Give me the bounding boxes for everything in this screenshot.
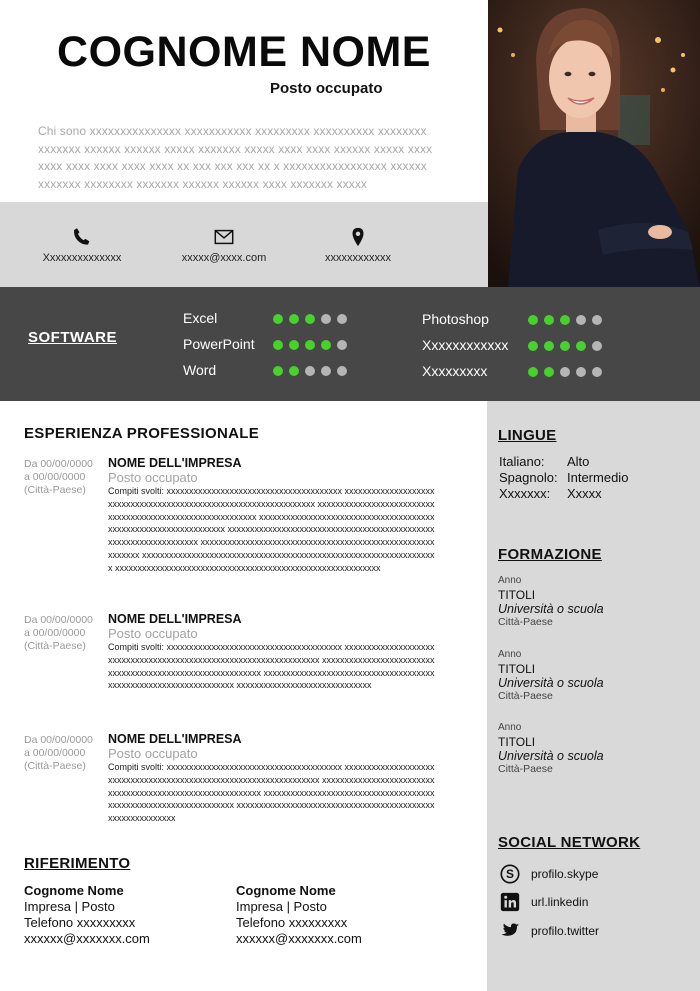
job-date-to: a 00/00/0000	[24, 471, 86, 483]
skill-dot-filled	[273, 340, 283, 350]
svg-text:S: S	[506, 867, 514, 882]
education-location: Città-Paese	[498, 616, 553, 628]
job-duties: Compiti svolti: xxxxxxxxxxxxxxxxxxxxxxxxxxxxxxxxxxxxxxx xxxxxxxxxxxxxxxxxxxxxxxxxxxxxxxxxxxxxxxxxxxxxxxxxxxxxxxxxxxxxxxxxxx xxxxxxxxxxxxxxxxxxxxxxxxxxxxxxxxxxxxxxxxxxxxxxxxxxxxxxxxxxx xxxxxxxxxxxxxxxxxxxxxxxxxxxxxxxxxxxxxxxxxxxxxxxxxxxxxxxxxxxxxxxxxx xxxxxxxxxxxxxxxxxxxxxxxxxxxxxxxxxxxxxxxxxxxxxxxxxxxxxxxxxxx	[108, 762, 435, 824]
skill-dot-filled	[273, 314, 283, 324]
job-company: NOME DELL'IMPRESA	[108, 732, 242, 746]
reference-entry	[24, 883, 224, 947]
job-date-from: Da 00/00/0000	[24, 458, 93, 470]
education-school: Università o scuola	[498, 749, 604, 763]
job-role: Posto occupato	[108, 470, 198, 485]
contact-address	[288, 226, 428, 264]
skype-icon	[499, 863, 521, 885]
envelope-icon	[213, 226, 235, 248]
skill-label: Xxxxxxxxxxxx	[422, 337, 509, 353]
education-title: FORMAZIONE	[498, 546, 602, 563]
language-name: Spagnolo:	[499, 470, 558, 485]
education-entry	[498, 722, 688, 775]
education-entry	[498, 575, 688, 628]
skill-dot-filled	[273, 366, 283, 376]
software-title: SOFTWARE	[28, 329, 117, 346]
education-year: Anno	[498, 722, 522, 733]
skill-dot-filled	[576, 341, 586, 351]
skill-dot-empty	[321, 366, 331, 376]
job-role: Posto occupato	[108, 626, 198, 641]
social-item-linkedin[interactable]	[499, 891, 588, 913]
map-pin-icon	[347, 226, 369, 248]
social-title: SOCIAL NETWORK	[498, 834, 641, 851]
skill-level-dots	[528, 315, 602, 325]
skill-dot-empty	[576, 315, 586, 325]
social-text: profilo.skype	[531, 867, 599, 881]
education-year: Anno	[498, 649, 522, 660]
software-section	[0, 287, 700, 401]
job-dates	[24, 458, 104, 497]
language-name: Italiano:	[499, 454, 545, 469]
job-body	[108, 612, 438, 692]
skill-dot-empty	[337, 314, 347, 324]
skill-dot-empty	[592, 315, 602, 325]
job-place: (Città-Paese)	[24, 484, 86, 496]
skill-level-dots	[273, 366, 347, 376]
education-location: Città-Paese	[498, 763, 553, 775]
skill-dot-filled	[560, 315, 570, 325]
job-entry	[24, 732, 464, 832]
skill-dot-filled	[560, 341, 570, 351]
reference-name: Cognome Nome	[24, 883, 124, 898]
skill-dot-filled	[544, 367, 554, 377]
contact-email	[154, 226, 294, 264]
portrait-image	[488, 0, 700, 287]
education-school: Università o scuola	[498, 602, 604, 616]
skill-label: Excel	[183, 310, 218, 326]
language-level: Alto	[567, 454, 590, 469]
skill-level-dots	[528, 341, 602, 351]
languages-list	[499, 454, 628, 502]
phone-text: Xxxxxxxxxxxxxx	[42, 252, 122, 264]
job-date-to: a 00/00/0000	[24, 747, 86, 759]
skill-dot-empty	[592, 341, 602, 351]
reference-email: xxxxxx@xxxxxxx.com	[24, 931, 150, 946]
profile-photo	[488, 0, 700, 287]
skill-dot-filled	[305, 340, 315, 350]
skill-dot-filled	[544, 315, 554, 325]
education-entry	[498, 649, 688, 702]
education-degree: TITOLI	[498, 735, 536, 749]
job-entry	[24, 456, 464, 596]
skill-dot-filled	[305, 314, 315, 324]
skill-dot-filled	[289, 366, 299, 376]
skill-label: Xxxxxxxxx	[422, 363, 488, 379]
job-entry	[24, 612, 464, 712]
phone-icon	[71, 226, 93, 248]
job-body	[108, 732, 438, 825]
reference-name: Cognome Nome	[236, 883, 336, 898]
language-level: Xxxxx	[567, 486, 602, 501]
language-level: Intermedio	[567, 470, 629, 485]
sidebar	[487, 401, 700, 991]
skill-level-dots	[528, 367, 602, 377]
job-dates	[24, 614, 104, 653]
references-title: RIFERIMENTO	[24, 855, 131, 872]
skill-dot-empty	[321, 314, 331, 324]
education-location: Città-Paese	[498, 690, 553, 702]
reference-phone: Telefono xxxxxxxxx	[236, 915, 348, 930]
header	[0, 0, 488, 202]
job-role: Posto occupato	[108, 746, 198, 761]
main-column	[0, 401, 487, 991]
job-company: NOME DELL'IMPRESA	[108, 612, 242, 626]
skill-dot-filled	[289, 314, 299, 324]
social-item-twitter[interactable]	[499, 920, 599, 942]
job-date-to: a 00/00/0000	[24, 627, 86, 639]
skill-level-dots	[273, 340, 347, 350]
education-degree: TITOLI	[498, 662, 536, 676]
skill-label: Word	[183, 362, 217, 378]
education-school: Università o scuola	[498, 676, 604, 690]
reference-company: Impresa | Posto	[24, 899, 115, 914]
job-date-from: Da 00/00/0000	[24, 734, 93, 746]
reference-company: Impresa | Posto	[236, 899, 327, 914]
twitter-icon	[499, 920, 521, 942]
job-place: (Città-Paese)	[24, 760, 86, 772]
address-text: xxxxxxxxxxxx	[325, 252, 391, 264]
skill-dot-filled	[289, 340, 299, 350]
experience-title: ESPERIENZA PROFESSIONALE	[24, 425, 260, 442]
social-item-skype[interactable]	[499, 863, 598, 885]
about-text: Chi sono xxxxxxxxxxxxxxx xxxxxxxxxxx xxxxxxxxx xxxxxxxxxx xxxxxxxx xxxxxxx xxxxxx xxxxxx xxxxx xxxxxxx xxxxx xxxx xxxx xxxxxx xxxxx xxxx xxxx xxxx xxxx xxxx xxxx xx xxx xxx xxx xx x xxxxxxxxxxxxxxxxx xxxxxx xxxxxxx xxxxxxxx xxxxxxx xxxxxx xxxxxx xxxx xxxxxxx xxxxx	[38, 124, 433, 191]
education-degree: TITOLI	[498, 588, 536, 602]
contact-phone	[12, 226, 152, 264]
job-body	[108, 456, 438, 575]
job-date-from: Da 00/00/0000	[24, 614, 93, 626]
skill-level-dots	[273, 314, 347, 324]
skill-dot-filled	[528, 341, 538, 351]
skill-dot-empty	[576, 367, 586, 377]
skill-dot-empty	[560, 367, 570, 377]
job-duties: Compiti svolti: xxxxxxxxxxxxxxxxxxxxxxxxxxxxxxxxxxxxxxx xxxxxxxxxxxxxxxxxxxxxxxxxxxxxxxxxxxxxxxxxxxxxxxxxxxxxxxxxxxxxxxxxxx xxxxxxxxxxxxxxxxxxxxxxxxxxxxxxxxxxxxxxxxxxxxxxxxxxxxxxxxxxx xxxxxxxxxxxxxxxxxxxxxxxxxxxxxxxxxxxxxxxxxxxxxxxxxxxxxxxxxxxxxxxxxx xxxxxxxxxxxxxxxxxxxxxxxxxxxxxx	[108, 642, 435, 691]
skill-dot-filled	[544, 341, 554, 351]
social-text: profilo.twitter	[531, 924, 600, 938]
reference-email: xxxxxx@xxxxxxx.com	[236, 931, 362, 946]
skill-dot-empty	[305, 366, 315, 376]
job-dates	[24, 734, 104, 773]
skill-dot-filled	[528, 367, 538, 377]
candidate-name: COGNOME NOME	[57, 28, 431, 76]
social-text: url.linkedin	[531, 895, 589, 909]
skill-dot-filled	[321, 340, 331, 350]
job-place: (Città-Paese)	[24, 640, 86, 652]
language-row	[499, 454, 628, 470]
candidate-position: Posto occupato	[270, 80, 383, 97]
contact-band	[0, 202, 488, 287]
skill-dot-empty	[337, 366, 347, 376]
linkedin-icon	[499, 891, 521, 913]
skill-label: PowerPoint	[183, 336, 255, 352]
reference-phone: Telefono xxxxxxxxx	[24, 915, 136, 930]
reference-entry	[236, 883, 436, 947]
skill-dot-empty	[592, 367, 602, 377]
language-row	[499, 486, 628, 502]
skill-dot-filled	[528, 315, 538, 325]
email-text: xxxxx@xxxx.com	[181, 252, 267, 264]
languages-title: LINGUE	[498, 427, 557, 444]
language-row	[499, 470, 628, 486]
skill-label: Photoshop	[422, 311, 489, 327]
job-duties: Compiti svolti: xxxxxxxxxxxxxxxxxxxxxxxxxxxxxxxxxxxxxxx xxxxxxxxxxxxxxxxxxxxxxxxxxxxxxxxxxxxxxxxxxxxxxxxxxxxxxxxxxxxxxxxxx xxxxxxxxxxxxxxxxxxxxxxxxxxxxxxxxxxxxxxxxxxxxxxxxxxxxxxxxxxx xxxxxxxxxxxxxxxxxxxxxxxxxxxxxxxxxxxxxxxxxxxxxxxxxxxxxxxxxxxxxxxxx xxxxxxxxxxxxxxxxxxxxxxxxxxxxxxxxxxxxxxxxxxxxxxxxxxxxxxxxxxxxxxxxxx xxxxxxxxxxxxxxxxxxxxxxxxxxxxxxxxxxxxxxxxxxxxxxxxxxxxxxxxxxx xxxxxxxxxxxxxxxxxxxxxxxxxxxxxxxxxxxxxxxxxxxxxxxxxxxxxxxxxxxxxxxxxx xxxxxxxxxxxxxxxxxxxxxxxxxxxxxxxxxxxxxxxxxxxxxxxxxxxxxxxxxxx	[108, 486, 435, 573]
education-year: Anno	[498, 575, 522, 586]
language-name: Xxxxxxx:	[499, 486, 551, 501]
job-company: NOME DELL'IMPRESA	[108, 456, 242, 470]
skill-dot-empty	[337, 340, 347, 350]
